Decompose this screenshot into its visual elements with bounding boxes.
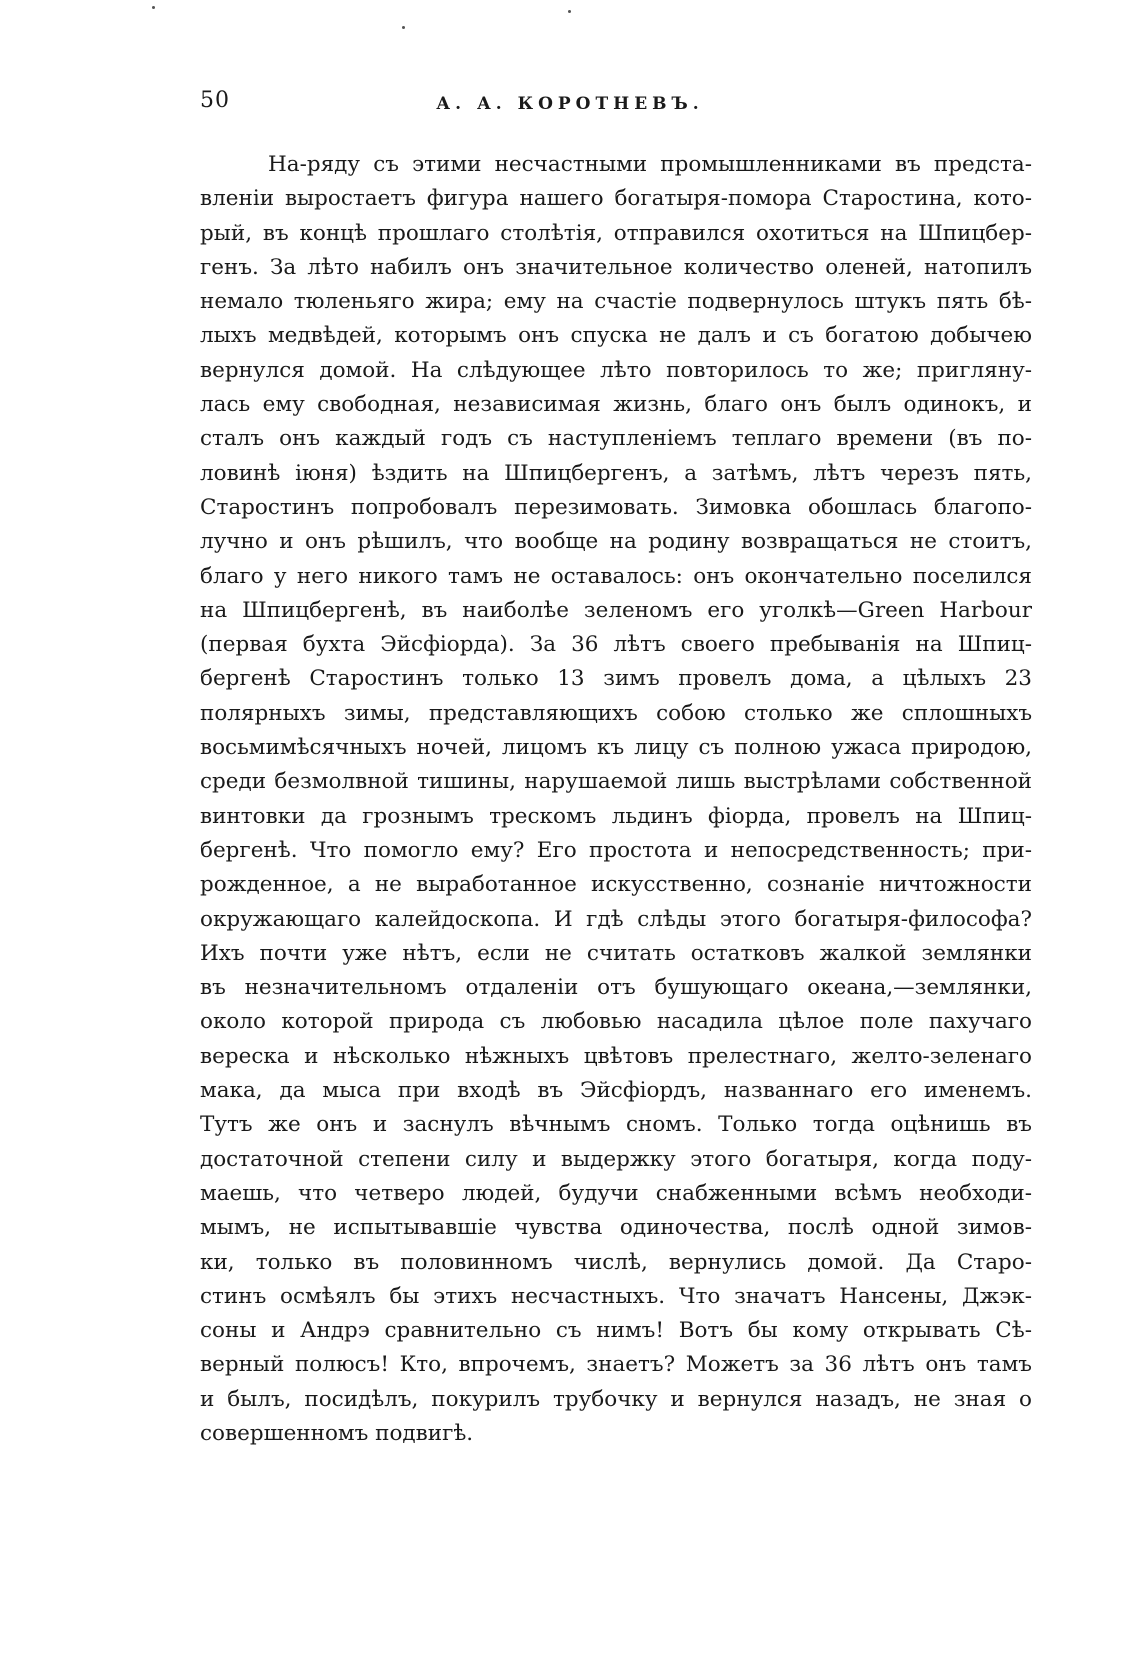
running-head: А. А. КОРОТНЕВЪ. xyxy=(436,94,704,114)
text-line: Старостинъ попробовалъ перезимовать. Зимовка обошлась благопо- xyxy=(200,494,1032,520)
text-line: сталъ онъ каждый годъ съ наступленіемъ теплаго времени (въ по- xyxy=(200,426,1032,452)
text-line: бергенѣ. Что помогло ему? Его простота и непосредственность; при- xyxy=(200,837,1032,863)
text-line: лыхъ медвѣдей, которымъ онъ спуска не далъ и съ богатою добычею xyxy=(200,323,1032,349)
text-line: немало тюленьяго жира; ему на счастіе подвернулось штукъ пять бѣ- xyxy=(200,289,1032,315)
text-line: ки, только въ половинномъ числѣ, вернулись домой. Да Старо- xyxy=(200,1249,1032,1275)
text-line: рожденное, а не выработанное искусственно, сознаніе ничтожности xyxy=(200,872,1032,898)
text-line: вленіи выростаетъ фигура нашего богатыря-помора Старостина, кото- xyxy=(200,186,1032,212)
text-line: соны и Андрэ сравнительно съ нимъ! Вотъ бы кому открывать Сѣ- xyxy=(200,1318,1032,1344)
text-line: около которой природа съ любовью насадила цѣлое поле пахучаго xyxy=(200,1009,1032,1035)
scan-speck xyxy=(402,26,405,29)
text-line: совершенномъ подвигѣ. xyxy=(200,1420,474,1446)
text-line: лучно и онъ рѣшилъ, что вообще на родину возвращаться не стоитъ, xyxy=(200,529,1032,555)
text-line: среди безмолвной тишины, нарушаемой лишь выстрѣлами собственной xyxy=(200,769,1032,795)
text-line: окружающаго калейдоскопа. И гдѣ слѣды этого богатыря-философа? xyxy=(200,906,1032,932)
text-line: (первая бухта Эйсфіорда). За 36 лѣтъ своего пребыванія на Шпиц- xyxy=(200,632,1032,658)
text-line: Тутъ же онъ и заснулъ вѣчнымъ сномъ. Только тогда оцѣнишь въ xyxy=(200,1112,1032,1138)
text-line: ловинѣ іюня) ѣздить на Шпицбергенъ, а затѣмъ, лѣтъ черезъ пять, xyxy=(200,460,1032,486)
text-line: бергенѣ Старостинъ только 13 зимъ провелъ дома, а цѣлыхъ 23 xyxy=(200,666,1032,692)
text-line: винтовки да грознымъ трескомъ льдинъ фіорда, провелъ на Шпиц- xyxy=(200,803,1032,829)
text-line: вернулся домой. На слѣдующее лѣто повторилось то же; пригляну- xyxy=(200,357,1032,383)
text-line: благо у него никого тамъ не оставалось: онъ окончательно поселился xyxy=(200,563,1032,589)
text-line: Ихъ почти уже нѣтъ, если не считать остатковъ жалкой землянки xyxy=(200,940,1032,966)
text-line: въ незначительномъ отдаленіи отъ бушующаго океана,—землянки, xyxy=(200,975,1032,1001)
page-number: 50 xyxy=(200,88,230,113)
body-paragraph xyxy=(200,148,1032,1451)
text-line: полярныхъ зимы, представляющихъ собою столько же сплошныхъ xyxy=(200,700,1032,726)
text-line: вереска и нѣсколько нѣжныхъ цвѣтовъ прелестнаго, желто-зеленаго xyxy=(200,1043,1032,1069)
text-line: на Шпицбергенѣ, въ наиболѣе зеленомъ его уголкѣ—Green Harbour xyxy=(200,597,1032,623)
text-line: рый, въ концѣ прошлаго столѣтія, отправился охотиться на Шпицбер- xyxy=(200,220,1032,246)
text-line: и былъ, посидѣлъ, покурилъ трубочку и вернулся назадъ, не зная о xyxy=(200,1386,1032,1412)
text-line: лась ему свободная, независимая жизнь, благо онъ былъ одинокъ, и xyxy=(200,392,1032,418)
text-line: На-ряду съ этими несчастными промышленниками въ предста- xyxy=(268,152,1032,177)
text-line: маешь, что четверо людей, будучи снабженными всѣмъ необходи- xyxy=(200,1180,1032,1206)
text-line: мымъ, не испытывавшіе чувства одиночества, послѣ одной зимов- xyxy=(200,1215,1032,1241)
scan-speck xyxy=(568,10,571,13)
text-line: генъ. За лѣто набилъ онъ значительное количество оленей, натопилъ xyxy=(200,254,1032,280)
text-line: стинъ осмѣялъ бы этихъ несчастныхъ. Что значатъ Нансены, Джэк- xyxy=(200,1283,1032,1309)
text-line: мака, да мыса при входѣ въ Эйсфіордъ, названнаго его именемъ. xyxy=(200,1078,1032,1104)
text-line: восьмимѣсячныхъ ночей, лицомъ къ лицу съ полною ужаса природою, xyxy=(200,735,1032,761)
text-line: достаточной степени силу и выдержку этого богатыря, когда поду- xyxy=(200,1146,1032,1172)
text-line: верный полюсъ! Кто, впрочемъ, знаетъ? Можетъ за 36 лѣтъ онъ тамъ xyxy=(200,1352,1032,1378)
scan-speck xyxy=(152,6,155,9)
